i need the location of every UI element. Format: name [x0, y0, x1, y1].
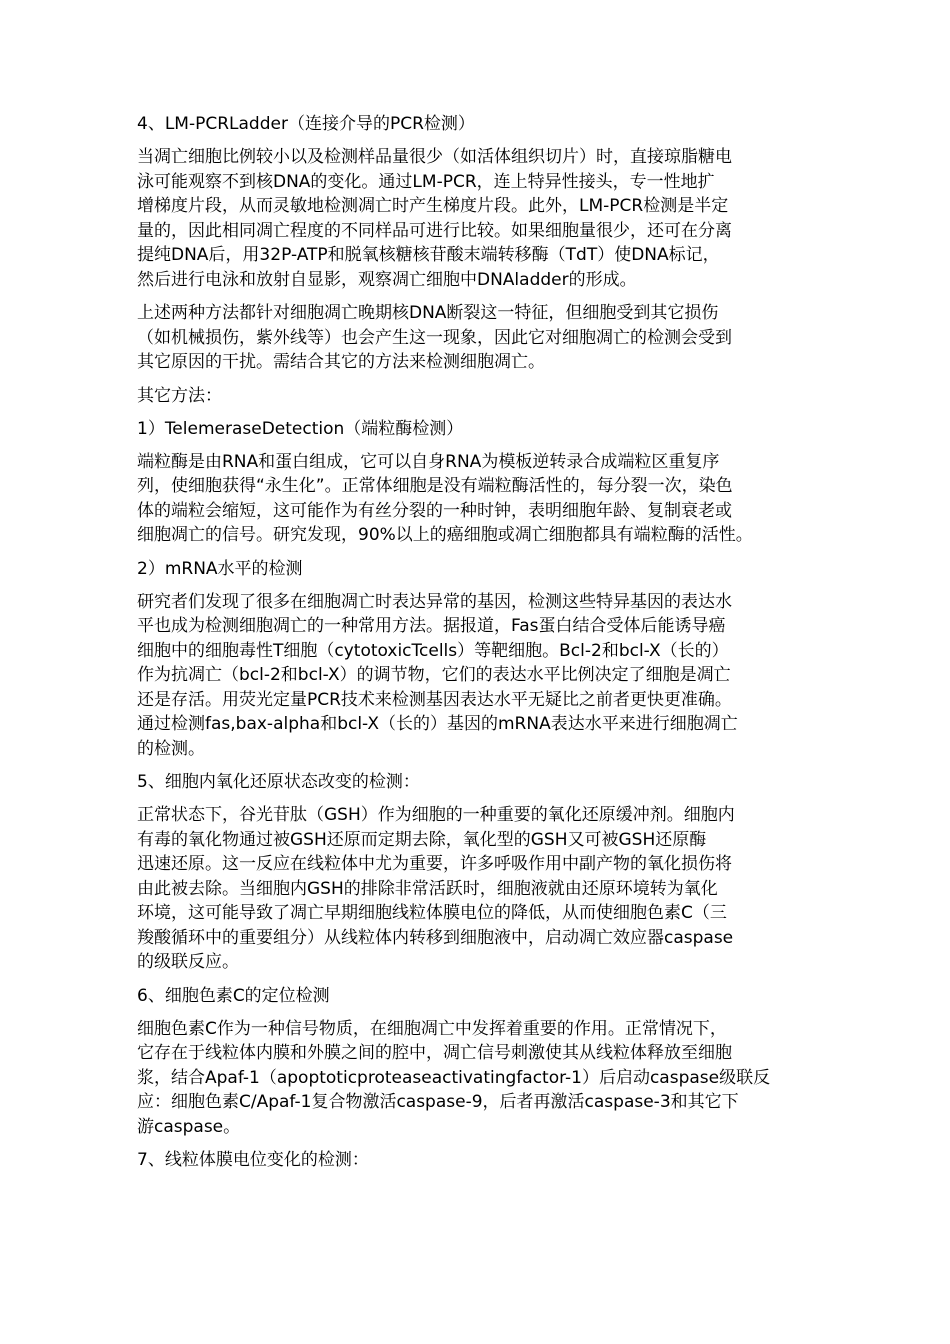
text-line: 其它原因的干扰。需结合其它的方法来检测细胞凋亡。: [137, 352, 545, 372]
text-line: 的检测。: [137, 738, 205, 759]
paragraph-summary: [137, 301, 827, 375]
text-line: 应：细胞色素C/Apaf-1复合物激活caspase-9，后者再激活caspase-3和其它下: [137, 1092, 739, 1112]
text-line: 增梯度片段，从而灵敏地检测凋亡时产生梯度片段。此外，LM-PCR检测是半定: [137, 196, 729, 216]
section-heading-mitochondrial-potential: 7、线粒体膜电位变化的检测：: [137, 1150, 369, 1170]
section-heading-redox: 5、细胞内氧化还原状态改变的检测：: [137, 772, 420, 792]
section-heading-other-methods: 其它方法：: [137, 385, 222, 406]
text-line: 细胞凋亡的信号。研究发现，90%以上的癌细胞或凋亡细胞都具有端粒酶的活性。: [137, 525, 753, 545]
text-line: 迅速还原。这一反应在线粒体中尤为重要，许多呼吸作用中副产物的氧化损伤将: [137, 854, 732, 874]
text-line: 浆，结合Apaf-1（apoptoticproteaseactivatingfactor-1）后启动caspase级联反: [137, 1067, 771, 1088]
document-page: [137, 112, 827, 1181]
paragraph-mrna: [137, 590, 827, 762]
paragraph-cytochrome-c: [137, 1017, 827, 1140]
paragraph-telomerase: [137, 450, 827, 548]
text-line: 还是存活。用荧光定量PCR技术来检测基因表达水平无疑比之前者更快更准确。: [137, 689, 732, 710]
text-line: 研究者们发现了很多在细胞凋亡时表达异常的基因，检测这些特异基因的表达水: [137, 591, 732, 612]
paragraph-redox: [137, 803, 827, 975]
text-line: 量的，因此相同凋亡程度的不同样品可进行比较。如果细胞量很少，还可在分离: [137, 220, 732, 241]
section-heading-telomerase: 1）TelemeraseDetection（端粒酶检测）: [137, 418, 464, 439]
text-line: 列，使细胞获得“永生化”。正常体细胞是没有端粒酶活性的，每分裂一次，染色: [137, 476, 733, 496]
text-line: （如机械损伤，紫外线等）也会产生这一现象，因此它对细胞凋亡的检测会受到: [137, 327, 732, 348]
text-line: 环境，这可能导致了凋亡早期细胞线粒体膜电位的降低，从而使细胞色素C（三: [137, 903, 727, 923]
text-line: 端粒酶是由RNA和蛋白组成，它可以自身RNA为模板逆转录合成端粒区重复序: [137, 451, 720, 472]
text-line: 它存在于线粒体内膜和外膜之间的腔中，凋亡信号刺激使其从线粒体释放至细胞: [137, 1043, 732, 1063]
text-line: 当凋亡细胞比例较小以及检测样品量很少（如活体组织切片）时，直接琼脂糖电: [137, 147, 732, 167]
text-line: 提纯DNA后，用32P-ATP和脱氧核糖核苷酸末端转移酶（TdT）使DNA标记，: [137, 245, 720, 265]
text-line: 通过检测fas,bax-alpha和bcl-X（长的）基因的mRNA表达水平来进行细胞凋亡: [137, 714, 738, 734]
text-line: 有毒的氧化物通过被GSH还原而定期去除，氧化型的GSH又可被GSH还原酶: [137, 829, 707, 850]
text-line: 由此被去除。当细胞内GSH的排除非常活跃时，细胞液就由还原环境转为氧化: [137, 878, 718, 899]
section-heading-lm-pcr: 4、LM-PCRLadder（连接介导的PCR检测）: [137, 114, 475, 134]
text-line: 泳可能观察不到核DNA的变化。通过LM-PCR，连上特异性接头，专一性地扩: [137, 171, 715, 192]
text-line: 细胞色素C作为一种信号物质，在细胞凋亡中发挥着重要的作用。正常情况下，: [137, 1018, 727, 1039]
text-line: 细胞中的细胞毒性T细胞（cytotoxicTcells）等靶细胞。Bcl-2和bcl-X（长的）: [137, 640, 729, 661]
section-heading-mrna: 2）mRNA水平的检测: [137, 558, 303, 579]
section-heading-cytochrome-c: 6、细胞色素C的定位检测: [137, 985, 330, 1006]
text-line: 体的端粒会缩短，这可能作为有丝分裂的一种时钟，表明细胞年龄、复制衰老或: [137, 500, 732, 521]
text-line: 上述两种方法都针对细胞凋亡晚期核DNA断裂这一特征，但细胞受到其它损伤: [137, 303, 719, 323]
text-line: 然后进行电泳和放射自显影，观察凋亡细胞中DNAladder的形成。: [137, 269, 637, 290]
text-line: 羧酸循环中的重要组分）从线粒体内转移到细胞液中，启动凋亡效应器caspase: [137, 927, 734, 948]
paragraph-lm-pcr: [137, 145, 827, 292]
text-line: 平也成为检测细胞凋亡的一种常用方法。据报道，Fas蛋白结合受体后能诱导癌: [137, 616, 726, 636]
text-line: 游caspase。: [137, 1116, 241, 1137]
text-line: 正常状态下，谷光苷肽（GSH）作为细胞的一种重要的氧化还原缓冲剂。细胞内: [137, 805, 735, 825]
text-line: 作为抗凋亡（bcl-2和bcl-X）的调节物，它们的表达水平比例决定了细胞是凋亡: [137, 665, 731, 685]
text-line: 的级联反应。: [137, 952, 239, 972]
